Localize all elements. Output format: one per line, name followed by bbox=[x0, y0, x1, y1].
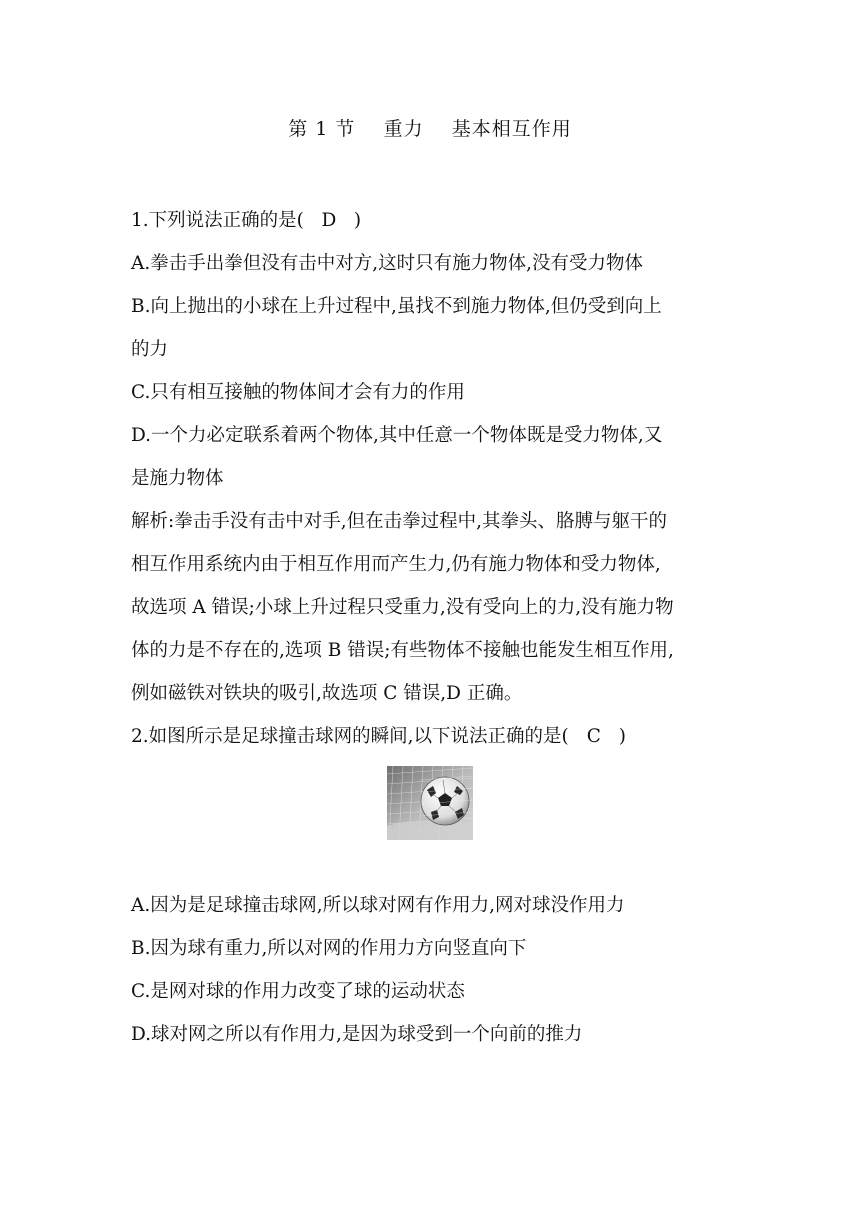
question-1-answer: D bbox=[321, 210, 337, 231]
option-line: D.球对网之所以有作用力,是因为球受到一个向前的推力 bbox=[131, 1024, 583, 1045]
question-2-option-b bbox=[131, 930, 737, 967]
question-1-option-d bbox=[131, 417, 737, 497]
figure-container bbox=[131, 755, 737, 887]
question-2-stem bbox=[131, 718, 737, 755]
option-line: B.向上抛出的小球在上升过程中,虽找不到施力物体,但仍受到向上 bbox=[131, 296, 662, 317]
question-2-answer: C bbox=[586, 726, 601, 747]
option-line: B.因为球有重力,所以对网的作用力方向竖直向下 bbox=[131, 938, 527, 959]
analysis-line: 相互作用系统内由于相互作用而产生力,仍有施力物体和受力物体, bbox=[131, 554, 661, 575]
analysis-line: 故选项 A 错误;小球上升过程只受重力,没有受向上的力,没有施力物 bbox=[131, 597, 674, 618]
question-content bbox=[131, 202, 737, 1053]
option-line: C.只有相互接触的物体间才会有力的作用 bbox=[131, 382, 465, 403]
question-1-stem bbox=[131, 202, 737, 239]
section-title: 第 1 节 重力 基本相互作用 bbox=[288, 118, 572, 140]
question-2-option-c bbox=[131, 973, 737, 1010]
question-2-stem-close: ) bbox=[618, 726, 626, 747]
analysis-line: 解析:拳击手没有击中对手,但在击拳过程中,其拳头、胳膊与躯干的 bbox=[131, 511, 667, 532]
analysis-line: 例如磁铁对铁块的吸引,故选项 C 错误,D 正确。 bbox=[131, 683, 523, 704]
question-1-option-c bbox=[131, 374, 737, 411]
question-1-analysis bbox=[131, 503, 737, 712]
question-1-option-a bbox=[131, 245, 737, 282]
option-line: 的力 bbox=[131, 339, 169, 360]
soccer-ball-net-image bbox=[387, 766, 473, 840]
question-1-stem-close: ) bbox=[353, 210, 362, 231]
question-2-stem-text: 2.如图所示是足球撞击球网的瞬间,以下说法正确的是( bbox=[131, 726, 569, 747]
question-1-option-b bbox=[131, 288, 737, 368]
option-line: D.一个力必定联系着两个物体,其中任意一个物体既是受力物体,又 bbox=[131, 425, 663, 446]
question-2-option-d bbox=[131, 1016, 737, 1053]
option-line: 是施力物体 bbox=[131, 468, 224, 489]
option-line: C.是网对球的作用力改变了球的运动状态 bbox=[131, 981, 465, 1002]
option-line: A.因为是足球撞击球网,所以球对网有作用力,网对球没作用力 bbox=[131, 895, 625, 916]
analysis-line: 体的力是不存在的,选项 B 错误;有些物体不接触也能发生相互作用, bbox=[131, 640, 674, 661]
option-line: A.拳击手出拳但没有击中对方,这时只有施力物体,没有受力物体 bbox=[131, 253, 644, 274]
question-1-stem-text: 1.下列说法正确的是( bbox=[131, 210, 304, 231]
question-2-option-a bbox=[131, 887, 737, 924]
